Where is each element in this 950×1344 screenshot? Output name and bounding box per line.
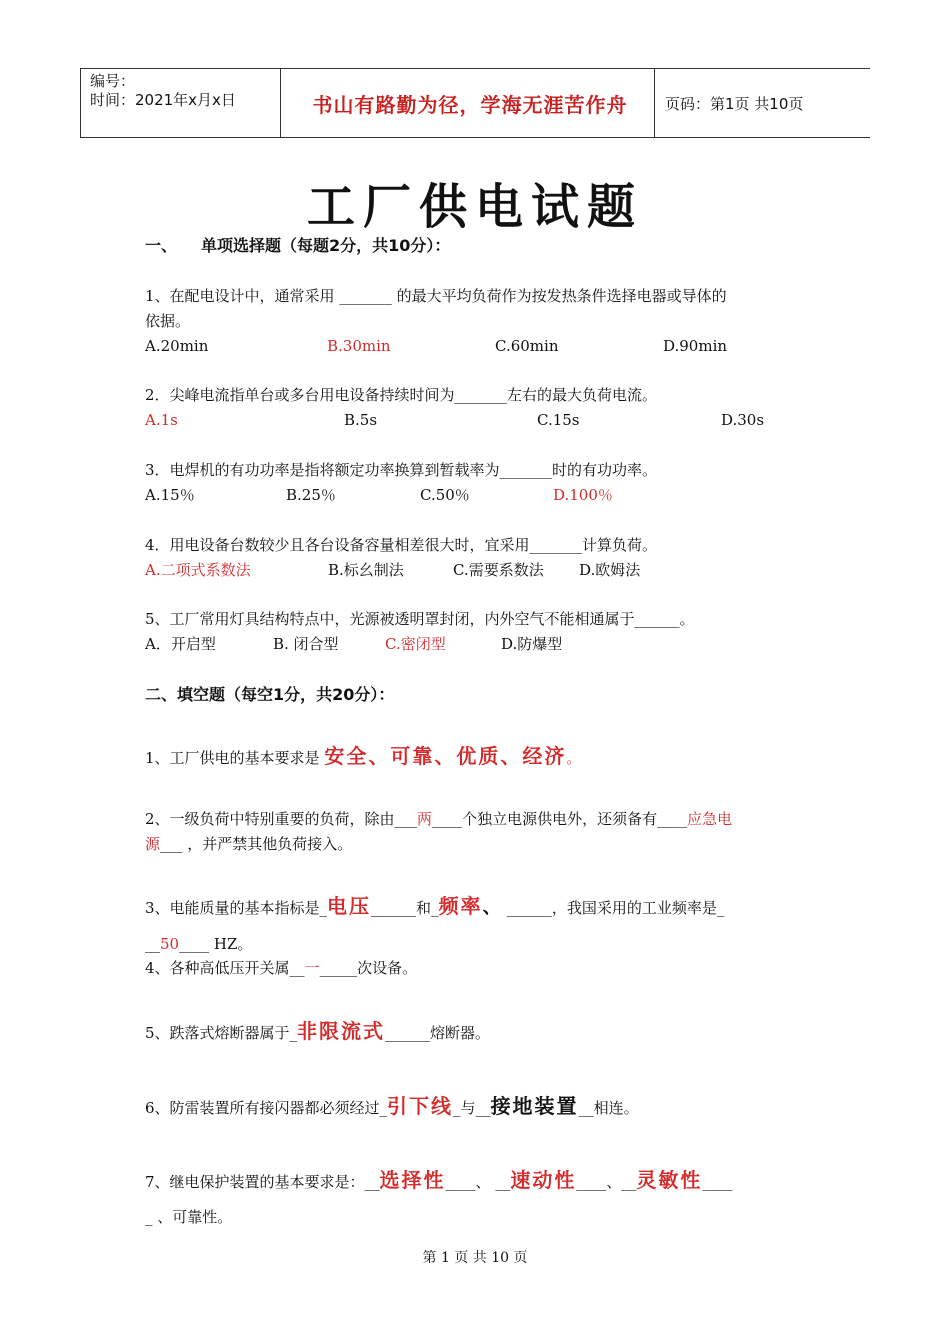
fill6 xyxy=(145,1096,639,1118)
fill5-answer: 非限流式 xyxy=(297,1019,386,1043)
header-page-info: 页码：第1页 共10页 xyxy=(665,95,804,113)
q3-option-c: C.50％ xyxy=(420,486,470,504)
fill1-answer: 安全、可靠、优质、经济 xyxy=(324,744,567,768)
q5-text: 5、工厂常用灯具结构特点中，光源被透明罩封闭，内外空气不能相通属于______。 xyxy=(145,610,695,628)
q2-option-c: C.15s xyxy=(537,411,580,429)
fill2-line2 xyxy=(145,834,352,854)
q2-option-d: D.30s xyxy=(721,411,765,429)
fill6-answer1: 引下线 xyxy=(387,1094,454,1118)
header-motto: 书山有路勤为径，学海无涯苦作舟 xyxy=(312,92,628,117)
q1-option-b: B.30min xyxy=(327,337,391,355)
fill6-answer2: 接地装置 xyxy=(490,1094,579,1118)
fill3-blank4: ______ xyxy=(506,899,552,917)
fill2-pre: 2、一级负荷中特别重要的负荷，除由 xyxy=(145,810,395,828)
q3-option-a: A.15％ xyxy=(145,486,195,504)
q3-option-d: D.100％ xyxy=(553,486,613,504)
section1-heading-num: 一、 xyxy=(145,236,178,255)
fill3-blank2: ______ xyxy=(371,899,417,917)
fill6-mid: 与 xyxy=(460,1099,476,1117)
fill2-post: ，并严禁其他负荷接入。 xyxy=(182,835,353,853)
q2-option-a: A.1s xyxy=(145,411,178,429)
fill7-blank4: ____ xyxy=(576,1173,607,1191)
time-label: 时间：2021年x月x日 xyxy=(90,91,236,109)
fill7-line1 xyxy=(145,1170,732,1192)
fill2-line1 xyxy=(145,809,732,829)
fill7-post: 、可靠性。 xyxy=(152,1208,233,1226)
fill6-post: 相连。 xyxy=(593,1099,639,1117)
fill3-sep: 、 xyxy=(482,897,507,918)
header-border-left xyxy=(80,69,81,137)
fill2-blank1: ___ xyxy=(394,810,418,828)
fill7-blank2: ____ xyxy=(445,1173,476,1191)
fill5-pre: 5、跌落式熔断器属于 xyxy=(145,1024,290,1042)
fill3-line2 xyxy=(145,934,252,954)
fill6-pre: 6、防雷装置所有接闪器都必须经过 xyxy=(145,1099,380,1117)
q5-option-b: B. 闭合型 xyxy=(273,635,339,653)
fill2-answer2b: 源 xyxy=(145,835,161,853)
fill5-blank2: ______ xyxy=(385,1024,431,1042)
q1-line2: 依据。 xyxy=(145,312,191,330)
q4-text: 4．用电设备台数较少且各台设备容量相差很大时，宜采用_______计算负荷。 xyxy=(145,536,658,554)
fill3-blank6: __ xyxy=(145,935,160,953)
fill3-mid2: ，我国采用的工业频率是 xyxy=(551,899,717,917)
fill7-pre: 7、继电保护装置的基本要求是： xyxy=(145,1173,365,1191)
q4-option-d: D.欧姆法 xyxy=(579,561,641,579)
fill2-blank3: ____ xyxy=(657,810,688,828)
fill4-pre: 4、各种高低压开关属 xyxy=(145,959,290,977)
page-footer: 第 1 页 共 10 页 xyxy=(422,1250,528,1266)
q5-option-a: A．开启型 xyxy=(145,635,216,653)
q4-option-c: C.需要系数法 xyxy=(453,561,544,579)
page-title: 工厂供电试题 xyxy=(306,179,643,235)
fill7-blank5: __ xyxy=(621,1173,637,1191)
q2-option-b: B.5s xyxy=(344,411,378,429)
fill4-blank1: __ xyxy=(289,959,305,977)
fill4-blank2: _____ xyxy=(319,959,358,977)
fill3-blank1: _ xyxy=(319,899,328,917)
fill7-answer2: 速动性 xyxy=(510,1168,577,1192)
fill5-post: 熔断器。 xyxy=(430,1024,491,1042)
fill3-blank7: ____ xyxy=(179,935,210,953)
q2-text: 2．尖峰电流指单台或多台用电设备持续时间为_______左右的最大负荷电流。 xyxy=(145,386,658,404)
fill3-blank3: _ xyxy=(431,899,439,917)
fill1 xyxy=(145,746,581,768)
q5-option-d: D.防爆型 xyxy=(501,635,563,653)
fill3-line1 xyxy=(145,896,724,918)
fill7-answer1: 选择性 xyxy=(379,1168,446,1192)
q1-option-a: A.20min xyxy=(145,337,209,355)
number-label: 编号： xyxy=(90,72,136,90)
fill2-answer2a: 应急电 xyxy=(687,810,733,828)
fill2-mid: 个独立电源供电外，还须备有 xyxy=(462,810,658,828)
fill6-blank4: __ xyxy=(578,1099,594,1117)
fill6-blank2: _ xyxy=(453,1099,461,1117)
fill1-post: 。 xyxy=(566,749,582,767)
q5-option-c: C.密闭型 xyxy=(385,635,446,653)
q4-option-a: A.二项式系数法 xyxy=(145,561,251,579)
q1-option-d: D.90min xyxy=(663,337,728,355)
fill6-blank1: _ xyxy=(379,1099,388,1117)
fill5 xyxy=(145,1021,490,1043)
header-divider-1 xyxy=(280,69,281,137)
fill7-blank1: __ xyxy=(364,1173,380,1191)
fill2-blank2: ____ xyxy=(432,810,463,828)
fill7-blank7: _ xyxy=(145,1208,153,1226)
q4-option-b: B.标幺制法 xyxy=(328,561,404,579)
fill5-blank1: _ xyxy=(289,1024,298,1042)
q1-option-c: C.60min xyxy=(495,337,559,355)
section2-heading: 二、填空题（每空1分，共20分）： xyxy=(145,685,395,704)
fill3-mid: 和 xyxy=(416,899,432,917)
fill1-pre: 1、工厂供电的基本要求是 xyxy=(145,749,325,767)
fill7-line2 xyxy=(145,1207,232,1227)
q1-line1: 1、在配电设计中，通常采用 _______ 的最大平均负荷作为按发热条件选择电器或导体的 xyxy=(145,287,727,305)
fill7-sep1: 、 xyxy=(475,1173,496,1191)
fill7-blank3: __ xyxy=(495,1173,511,1191)
fill4-post: 次设备。 xyxy=(357,959,418,977)
q3-text: 3．电焊机的有功功率是指将额定功率换算到暂载率为_______时的有功功率。 xyxy=(145,461,658,479)
section1-heading: 单项选择题（每题2分，共10分）： xyxy=(201,236,451,255)
q3-option-b: B.25％ xyxy=(286,486,336,504)
fill2-blank4: ___ xyxy=(160,835,183,853)
fill4-answer: 一 xyxy=(304,959,320,977)
fill2-answer1: 两 xyxy=(417,810,433,828)
fill3-pre: 3、电能质量的基本指标是 xyxy=(145,899,320,917)
fill7-sep2: 、 xyxy=(606,1173,622,1191)
fill3-answer3: 50 xyxy=(160,935,180,953)
fill6-blank3: __ xyxy=(475,1099,491,1117)
header-table xyxy=(80,68,870,138)
fill7-blank6: ____ xyxy=(702,1173,733,1191)
fill3-blank5: _ xyxy=(716,899,725,917)
fill7-answer3: 灵敏性 xyxy=(636,1168,703,1192)
fill4 xyxy=(145,958,417,978)
header-meta xyxy=(90,72,236,110)
fill3-answer1: 电压 xyxy=(327,894,372,918)
fill3-answer2: 频率 xyxy=(438,894,483,918)
fill3-post: HZ。 xyxy=(209,935,253,953)
